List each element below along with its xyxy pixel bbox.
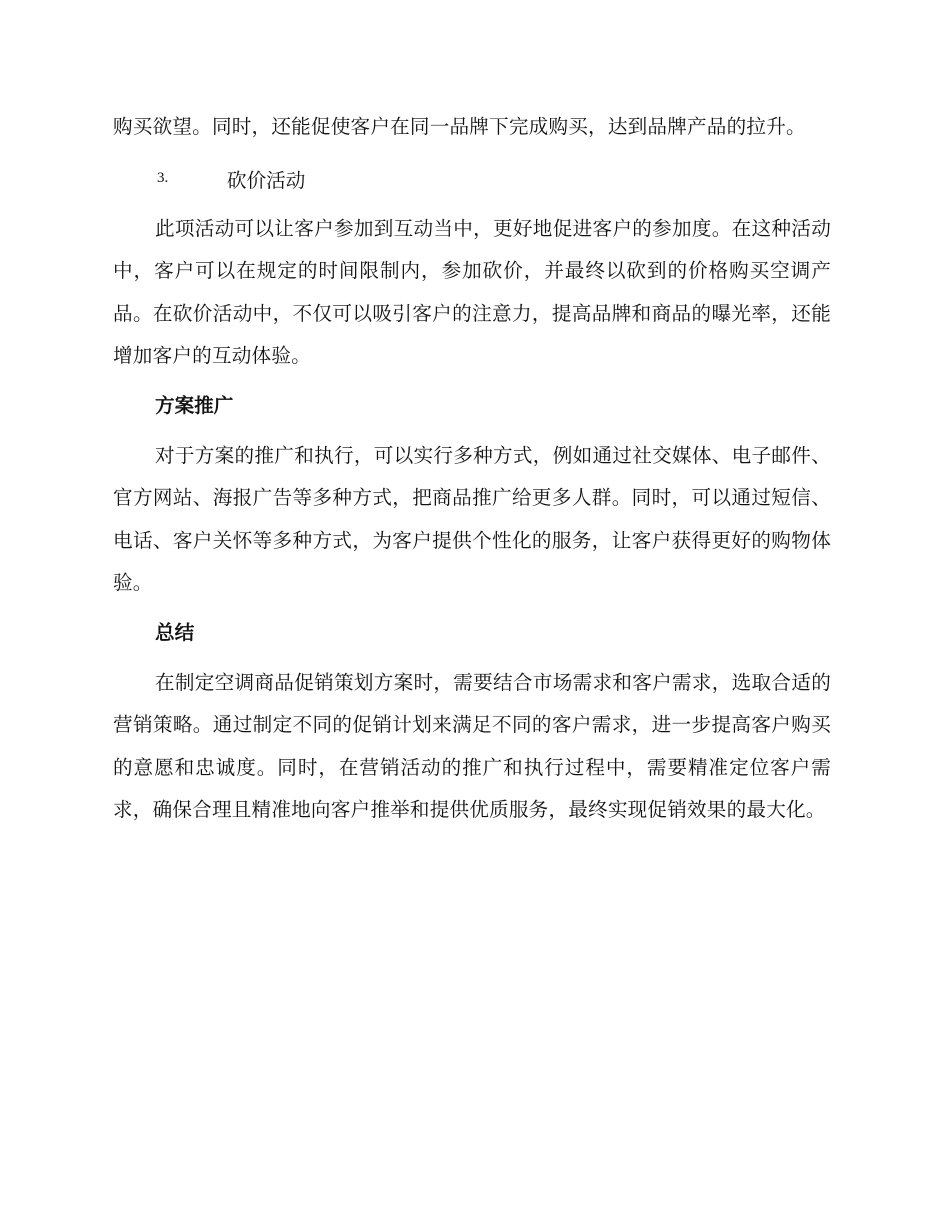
section-heading-promotion: 方案推广 <box>155 393 234 417</box>
summary-paragraph: 在制定空调商品促销策划方案时，需要结合市场需求和客户需求，选取合适的营销策略。通过制定不同的促销计划来满足不同的客户需求，进一步提高客户购买的意愿和忠诚度。同时，在营销活动的推广和执行过程中，需要精准定位客户需求，确保合理且精准地向客户推举和提供优质服务，最终实现促销效果的最大化。 <box>113 670 831 821</box>
document-body <box>113 106 831 832</box>
list-item-number: 3. <box>157 170 169 186</box>
list-item-bargain <box>113 158 831 200</box>
intro-continuation-paragraph: 购买欲望。同时，还能促使客户在同一品牌下完成购买，达到品牌产品的拉升。 <box>113 115 806 138</box>
section-heading-summary: 总结 <box>155 620 195 644</box>
list-item-label: 砍价活动 <box>227 169 306 192</box>
promotion-paragraph: 对于方案的推广和执行，可以实行多种方式，例如通过社交媒体、电子邮件、官方网站、海报广告等多种方式，把商品推广给更多人群。同时，可以通过短信、电话、客户关怀等多种方式，为客户提供个性化的服务，让客户获得更好的购物体验。 <box>113 443 831 594</box>
bargain-description-paragraph: 此项活动可以让客户参加到互动当中，更好地促进客户的参加度。在这种活动中，客户可以在规定的时间限制内，参加砍价，并最终以砍到的价格购买空调产品。在砍价活动中，不仅可以吸引客户的注意力，提高品牌和商品的曝光率，还能增加客户的互动体验。 <box>113 216 831 367</box>
